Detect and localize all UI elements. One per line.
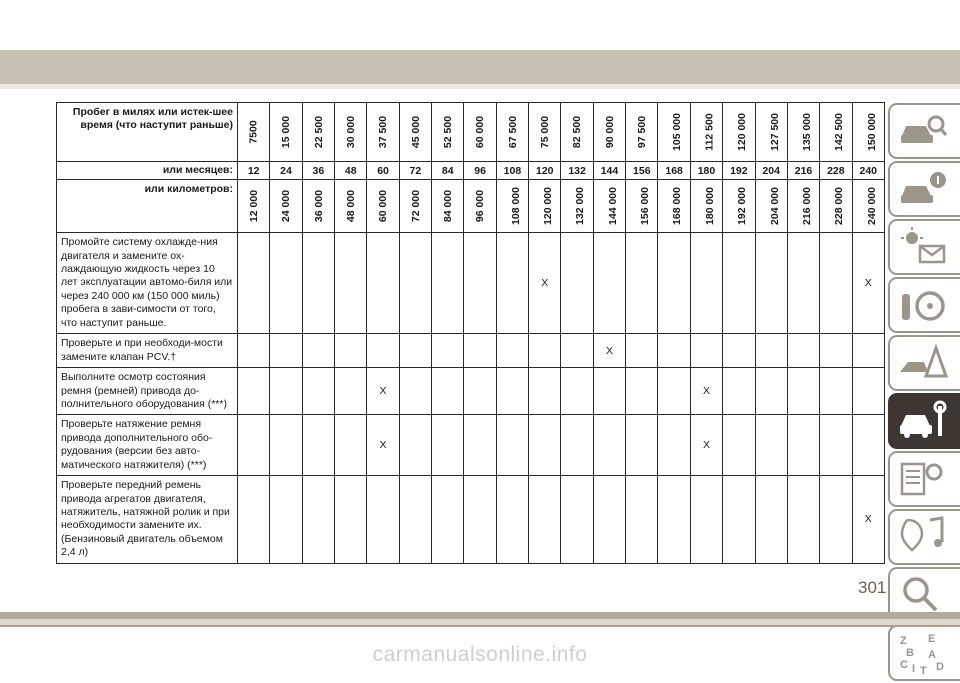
months-value: 180 xyxy=(690,162,722,180)
km-value xyxy=(238,180,270,233)
interval-mark xyxy=(755,476,787,564)
months-value: 24 xyxy=(270,162,302,180)
interval-mark xyxy=(432,476,464,564)
interval-mark xyxy=(852,334,884,368)
interval-mark xyxy=(335,233,367,334)
mileage-value xyxy=(270,103,302,162)
interval-mark xyxy=(787,476,819,564)
interval-mark xyxy=(852,415,884,476)
side-tab-multimedia-music[interactable] xyxy=(888,509,960,565)
interval-mark xyxy=(626,233,658,334)
side-tab-roadside-hazard[interactable] xyxy=(888,335,960,391)
months-label: или месяцев: xyxy=(57,162,238,180)
interval-mark xyxy=(464,368,496,415)
top-band-light xyxy=(0,84,960,89)
mileage-value-text: 82 500 xyxy=(571,115,584,149)
km-value xyxy=(302,180,334,233)
interval-mark xyxy=(367,334,399,368)
mileage-value-text: 112 500 xyxy=(703,113,716,151)
svg-text:C: C xyxy=(900,659,908,671)
interval-mark xyxy=(496,476,528,564)
months-value: 12 xyxy=(238,162,270,180)
task-row xyxy=(57,415,885,476)
months-value: 96 xyxy=(464,162,496,180)
mileage-value xyxy=(658,103,690,162)
mileage-value-text: 150 000 xyxy=(865,113,878,151)
interval-mark xyxy=(593,415,625,476)
mileage-value xyxy=(852,103,884,162)
months-value: 132 xyxy=(561,162,593,180)
months-value: 120 xyxy=(529,162,561,180)
page-number: 301 xyxy=(858,578,887,597)
months-value: 36 xyxy=(302,162,334,180)
interval-mark xyxy=(302,334,334,368)
interval-mark xyxy=(335,368,367,415)
km-value-text: 216 000 xyxy=(800,187,813,226)
months-value: 144 xyxy=(593,162,625,180)
interval-mark xyxy=(690,476,722,564)
mileage-value xyxy=(367,103,399,162)
months-value: 60 xyxy=(367,162,399,180)
interval-mark xyxy=(820,368,852,415)
mileage-value-text: 142 500 xyxy=(833,113,846,151)
interval-mark xyxy=(399,368,431,415)
km-value xyxy=(367,180,399,233)
interval-mark xyxy=(335,415,367,476)
km-value-text: 108 000 xyxy=(509,187,522,226)
mileage-value xyxy=(723,103,755,162)
mileage-value-text: 97 500 xyxy=(636,115,649,149)
interval-mark xyxy=(593,476,625,564)
interval-mark: X xyxy=(593,334,625,368)
interval-mark xyxy=(755,334,787,368)
km-value-text: 168 000 xyxy=(671,187,684,226)
interval-mark xyxy=(561,233,593,334)
interval-mark xyxy=(658,415,690,476)
svg-text:D: D xyxy=(936,661,944,673)
task-description: Выполните осмотр состояния ремня (ремней) привода до-полнительного оборудования (***) xyxy=(57,368,238,415)
interval-mark xyxy=(464,415,496,476)
mileage-value-text: 75 000 xyxy=(539,115,552,149)
side-tab-airbag-steering[interactable] xyxy=(888,277,960,333)
interval-mark xyxy=(658,476,690,564)
interval-mark: X xyxy=(367,415,399,476)
interval-mark xyxy=(238,415,270,476)
months-value: 84 xyxy=(432,162,464,180)
interval-mark xyxy=(626,368,658,415)
side-tab-car-maintenance-wrench[interactable] xyxy=(888,393,960,449)
task-row xyxy=(57,334,885,368)
km-value xyxy=(399,180,431,233)
mileage-value-text: 7500 xyxy=(247,120,260,144)
interval-mark xyxy=(723,368,755,415)
task-description: Промойте систему охлажде-ния двигателя и замените ох-лаждающую жидкость через 10 лет эксплуатации автомо-биля или через 240 000 км (150 000 миль) пробега в зави-симости от того, что наступит раньше. xyxy=(57,233,238,334)
side-tabs xyxy=(888,103,960,683)
interval-mark xyxy=(561,368,593,415)
km-value-text: 36 000 xyxy=(312,190,325,223)
interval-mark xyxy=(561,476,593,564)
task-description: Проверьте передний ремень привода агрегатов двигателя, натяжитель, натяжной ролик и при необходимости замените их. (Бензиновый двигатель объемом 2,4 л) xyxy=(57,476,238,564)
mileage-value-text: 15 000 xyxy=(280,115,293,149)
mileage-value xyxy=(302,103,334,162)
km-value xyxy=(529,180,561,233)
interval-mark xyxy=(464,476,496,564)
interval-mark xyxy=(723,233,755,334)
maintenance-table xyxy=(56,102,885,564)
interval-mark xyxy=(529,476,561,564)
interval-mark xyxy=(723,334,755,368)
side-tab-spec-list-gear[interactable] xyxy=(888,451,960,507)
interval-mark xyxy=(529,334,561,368)
svg-text:T: T xyxy=(920,665,927,676)
km-value-text: 144 000 xyxy=(606,187,619,226)
interval-mark xyxy=(432,233,464,334)
km-value xyxy=(787,180,819,233)
interval-mark xyxy=(820,476,852,564)
mileage-value xyxy=(335,103,367,162)
months-value: 48 xyxy=(335,162,367,180)
km-value xyxy=(658,180,690,233)
mileage-value-text: 45 000 xyxy=(409,115,422,149)
svg-text:Z: Z xyxy=(900,635,907,647)
interval-mark xyxy=(302,233,334,334)
interval-mark: X xyxy=(367,368,399,415)
interval-mark xyxy=(270,415,302,476)
interval-mark: X xyxy=(690,415,722,476)
interval-mark xyxy=(335,334,367,368)
interval-mark xyxy=(302,476,334,564)
svg-text:I: I xyxy=(912,663,916,675)
km-value-text: 24 000 xyxy=(280,190,293,223)
mileage-value-text: 105 000 xyxy=(671,113,684,151)
km-value xyxy=(626,180,658,233)
months-row xyxy=(57,162,885,180)
task-row xyxy=(57,368,885,415)
svg-text:E: E xyxy=(928,633,936,645)
interval-mark xyxy=(658,233,690,334)
mileage-value xyxy=(464,103,496,162)
interval-mark: X xyxy=(852,233,884,334)
km-value xyxy=(852,180,884,233)
mileage-value-text: 37 500 xyxy=(377,115,390,149)
months-value: 204 xyxy=(755,162,787,180)
interval-mark xyxy=(723,476,755,564)
km-value-text: 12 000 xyxy=(248,190,261,223)
task-row xyxy=(57,476,885,564)
months-value: 192 xyxy=(723,162,755,180)
km-value-text: 192 000 xyxy=(736,187,749,226)
mileage-value-text: 90 000 xyxy=(603,115,616,149)
interval-mark xyxy=(270,233,302,334)
mileage-value xyxy=(690,103,722,162)
km-value xyxy=(593,180,625,233)
interval-mark: X xyxy=(852,476,884,564)
km-value-text: 240 000 xyxy=(865,187,878,226)
mileage-row xyxy=(57,103,885,162)
km-value xyxy=(432,180,464,233)
km-value-text: 228 000 xyxy=(833,187,846,226)
interval-mark xyxy=(593,368,625,415)
interval-mark xyxy=(399,476,431,564)
km-value-text: 60 000 xyxy=(377,190,390,223)
interval-mark xyxy=(238,368,270,415)
interval-mark xyxy=(270,368,302,415)
mileage-value-text: 22 500 xyxy=(312,115,325,149)
km-value xyxy=(723,180,755,233)
mileage-value xyxy=(787,103,819,162)
interval-mark xyxy=(561,415,593,476)
interval-mark xyxy=(529,415,561,476)
km-value xyxy=(335,180,367,233)
task-description: Проверьте и при необходи-мости замените клапан PCV.† xyxy=(57,334,238,368)
interval-mark xyxy=(496,334,528,368)
interval-mark xyxy=(238,334,270,368)
interval-mark xyxy=(367,233,399,334)
km-value xyxy=(561,180,593,233)
mileage-value xyxy=(496,103,528,162)
interval-mark xyxy=(820,334,852,368)
interval-mark xyxy=(820,233,852,334)
months-value: 72 xyxy=(399,162,431,180)
interval-mark xyxy=(238,233,270,334)
top-band xyxy=(0,50,960,84)
months-value: 168 xyxy=(658,162,690,180)
mileage-value xyxy=(399,103,431,162)
interval-mark xyxy=(464,233,496,334)
bottom-band-line xyxy=(0,625,960,627)
km-value-text: 204 000 xyxy=(768,187,781,226)
side-tab-car-search[interactable] xyxy=(888,103,960,159)
interval-mark xyxy=(432,415,464,476)
mileage-value-text: 60 000 xyxy=(474,115,487,149)
interval-mark xyxy=(464,334,496,368)
months-value: 156 xyxy=(626,162,658,180)
km-value xyxy=(690,180,722,233)
interval-mark xyxy=(755,415,787,476)
km-value xyxy=(820,180,852,233)
interval-mark xyxy=(626,415,658,476)
km-value-text: 180 000 xyxy=(703,187,716,226)
months-value: 228 xyxy=(820,162,852,180)
mileage-value xyxy=(593,103,625,162)
interval-mark xyxy=(787,334,819,368)
interval-mark xyxy=(432,368,464,415)
interval-mark xyxy=(335,476,367,564)
mileage-label: Пробег в милях или истек-шее время (что наступит раньше) xyxy=(57,103,238,162)
months-value: 240 xyxy=(852,162,884,180)
interval-mark xyxy=(593,233,625,334)
months-value: 108 xyxy=(496,162,528,180)
interval-mark xyxy=(787,368,819,415)
interval-mark xyxy=(496,415,528,476)
interval-mark xyxy=(787,415,819,476)
side-tab-warning-light-message[interactable] xyxy=(888,219,960,275)
km-value-text: 156 000 xyxy=(639,187,652,226)
interval-mark xyxy=(690,233,722,334)
mileage-value xyxy=(432,103,464,162)
interval-mark xyxy=(626,476,658,564)
interval-mark xyxy=(399,415,431,476)
mileage-value-text: 135 000 xyxy=(800,113,813,151)
mileage-value-text: 127 500 xyxy=(768,113,781,151)
km-value xyxy=(270,180,302,233)
interval-mark xyxy=(399,233,431,334)
mileage-value xyxy=(626,103,658,162)
interval-mark xyxy=(496,368,528,415)
interval-mark xyxy=(270,334,302,368)
interval-mark xyxy=(723,415,755,476)
task-description: Проверьте натяжение ремня привода дополнительного обо-рудования (версии без авто-матического натяжителя) (***) xyxy=(57,415,238,476)
interval-mark xyxy=(302,415,334,476)
interval-mark xyxy=(852,368,884,415)
interval-mark xyxy=(302,368,334,415)
interval-mark xyxy=(238,476,270,564)
km-value xyxy=(464,180,496,233)
bottom-band xyxy=(0,612,960,619)
task-row xyxy=(57,233,885,334)
mileage-value xyxy=(755,103,787,162)
interval-mark xyxy=(432,334,464,368)
km-value-text: 96 000 xyxy=(474,190,487,223)
mileage-value xyxy=(238,103,270,162)
mileage-value-text: 30 000 xyxy=(345,115,358,149)
mileage-value xyxy=(820,103,852,162)
interval-mark xyxy=(820,415,852,476)
interval-mark xyxy=(755,368,787,415)
km-value-text: 120 000 xyxy=(542,187,555,226)
interval-mark xyxy=(787,233,819,334)
months-value: 216 xyxy=(787,162,819,180)
km-value xyxy=(496,180,528,233)
interval-mark xyxy=(626,334,658,368)
interval-mark xyxy=(561,334,593,368)
svg-text:A: A xyxy=(928,649,936,661)
watermark: carmanualsonline.info xyxy=(372,643,588,666)
interval-mark xyxy=(496,233,528,334)
interval-mark xyxy=(529,368,561,415)
km-value-text: 48 000 xyxy=(345,190,358,223)
interval-mark xyxy=(658,334,690,368)
mileage-value xyxy=(561,103,593,162)
interval-mark: X xyxy=(690,368,722,415)
interval-mark xyxy=(270,476,302,564)
mileage-value-text: 52 500 xyxy=(442,115,455,149)
interval-mark: X xyxy=(529,233,561,334)
interval-mark xyxy=(658,368,690,415)
km-row xyxy=(57,180,885,233)
interval-mark xyxy=(755,233,787,334)
side-tab-car-info[interactable] xyxy=(888,161,960,217)
km-value-text: 72 000 xyxy=(409,190,422,223)
km-label: или километров: xyxy=(57,180,238,233)
interval-mark xyxy=(690,334,722,368)
km-value-text: 84 000 xyxy=(442,190,455,223)
svg-text:B: B xyxy=(906,647,914,659)
interval-mark xyxy=(399,334,431,368)
mileage-value-text: 120 000 xyxy=(736,113,749,151)
mileage-value-text: 67 500 xyxy=(506,115,519,149)
interval-mark xyxy=(367,476,399,564)
km-value-text: 132 000 xyxy=(574,187,587,226)
km-value xyxy=(755,180,787,233)
mileage-value xyxy=(529,103,561,162)
